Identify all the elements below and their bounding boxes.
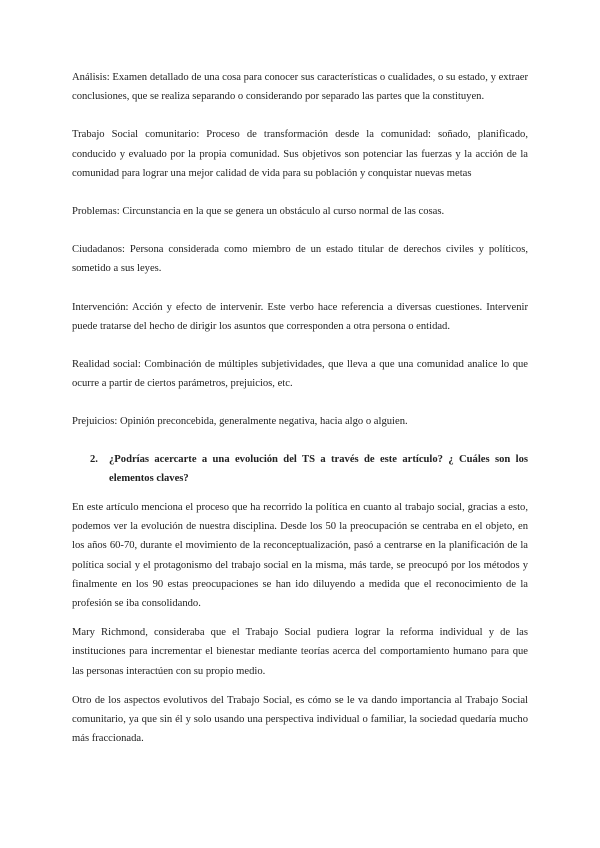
definition-analisis: Análisis: Examen detallado de una cosa para conocer sus características o cualidades, o su estado, y extraer conclusiones, que se realiza separando o considerando por separado las partes que la constituyen.: [72, 72, 528, 103]
answer-paragraph-3: Otro de los aspectos evolutivos del Trabajo Social, es cómo se le va dando importancia al Trabajo Social comunitario, ya que sin él y solo usando una perspectiva individual o familiar, la sociedad quedaría mucho más fraccionada.: [72, 694, 528, 745]
answer-paragraph-2: Mary Richmond, consideraba que el Trabajo Social pudiera lograr la reforma individual y de las instituciones para incrementar el bienestar mediante teorías acerca del comportamiento humano para que las personas interactúen con su propio medio.: [72, 627, 528, 677]
question-text: ¿Podrías acercarte a una evolución del TS a través de este artículo? ¿ Cuáles son los elementos claves?: [109, 453, 528, 484]
definition-ciudadanos: Ciudadanos: Persona considerada como miembro de un estado titular de derechos civiles y políticos, sometido a sus leyes.: [72, 244, 528, 275]
question-number: 2.: [90, 453, 98, 465]
definition-prejuicios: Prejuicios: Opinión preconcebida, generalmente negativa, hacia algo o alguien.: [72, 416, 408, 428]
definition-trabajo-social-comunitario: Trabajo Social comunitario: Proceso de transformación desde la comunidad: soñado, planificado, conducido y evaluado por la propia comunidad. Sus objetivos son potenciar las fuerzas y la acción de la comunidad para lograr una mejor calidad de vida para su población y conquistar nuevas metas: [72, 129, 528, 179]
answer-paragraph-1: En este artículo menciona el proceso que ha recorrido la política en cuanto al trabajo social, gracias a esto, podemos ver la evolución de nuestra disciplina. Desde los 50 la preocupación se centraba en el objeto, en los años 60-70, durante el movimiento de la reconceptualización, pasó a centrarse en la planificación de la política social y el protagonismo del trabajo social en la misma, más tarde, se preocupó por los métodos y finalmente en los 90 estas preocupaciones se han ido diluyendo a medida que el reconocimiento de la profesión se iba consolidando.: [72, 502, 528, 610]
document-page: [72, 68, 528, 758]
question-heading: [72, 450, 528, 488]
definition-intervencion: Intervención: Acción y efecto de intervenir. Este verbo hace referencia a diversas cuestiones. Intervenir puede tratarse del hecho de dirigir los asuntos que corresponden a otra persona o entidad.: [72, 301, 528, 332]
definition-problemas: Problemas: Circunstancia en la que se genera un obstáculo al curso normal de las cosas.: [72, 206, 445, 218]
definition-realidad-social: Realidad social: Combinación de múltiples subjetividades, que lleva a que una comunidad analice lo que ocurre a partir de ciertos parámetros, prejuicios, etc.: [72, 359, 528, 390]
